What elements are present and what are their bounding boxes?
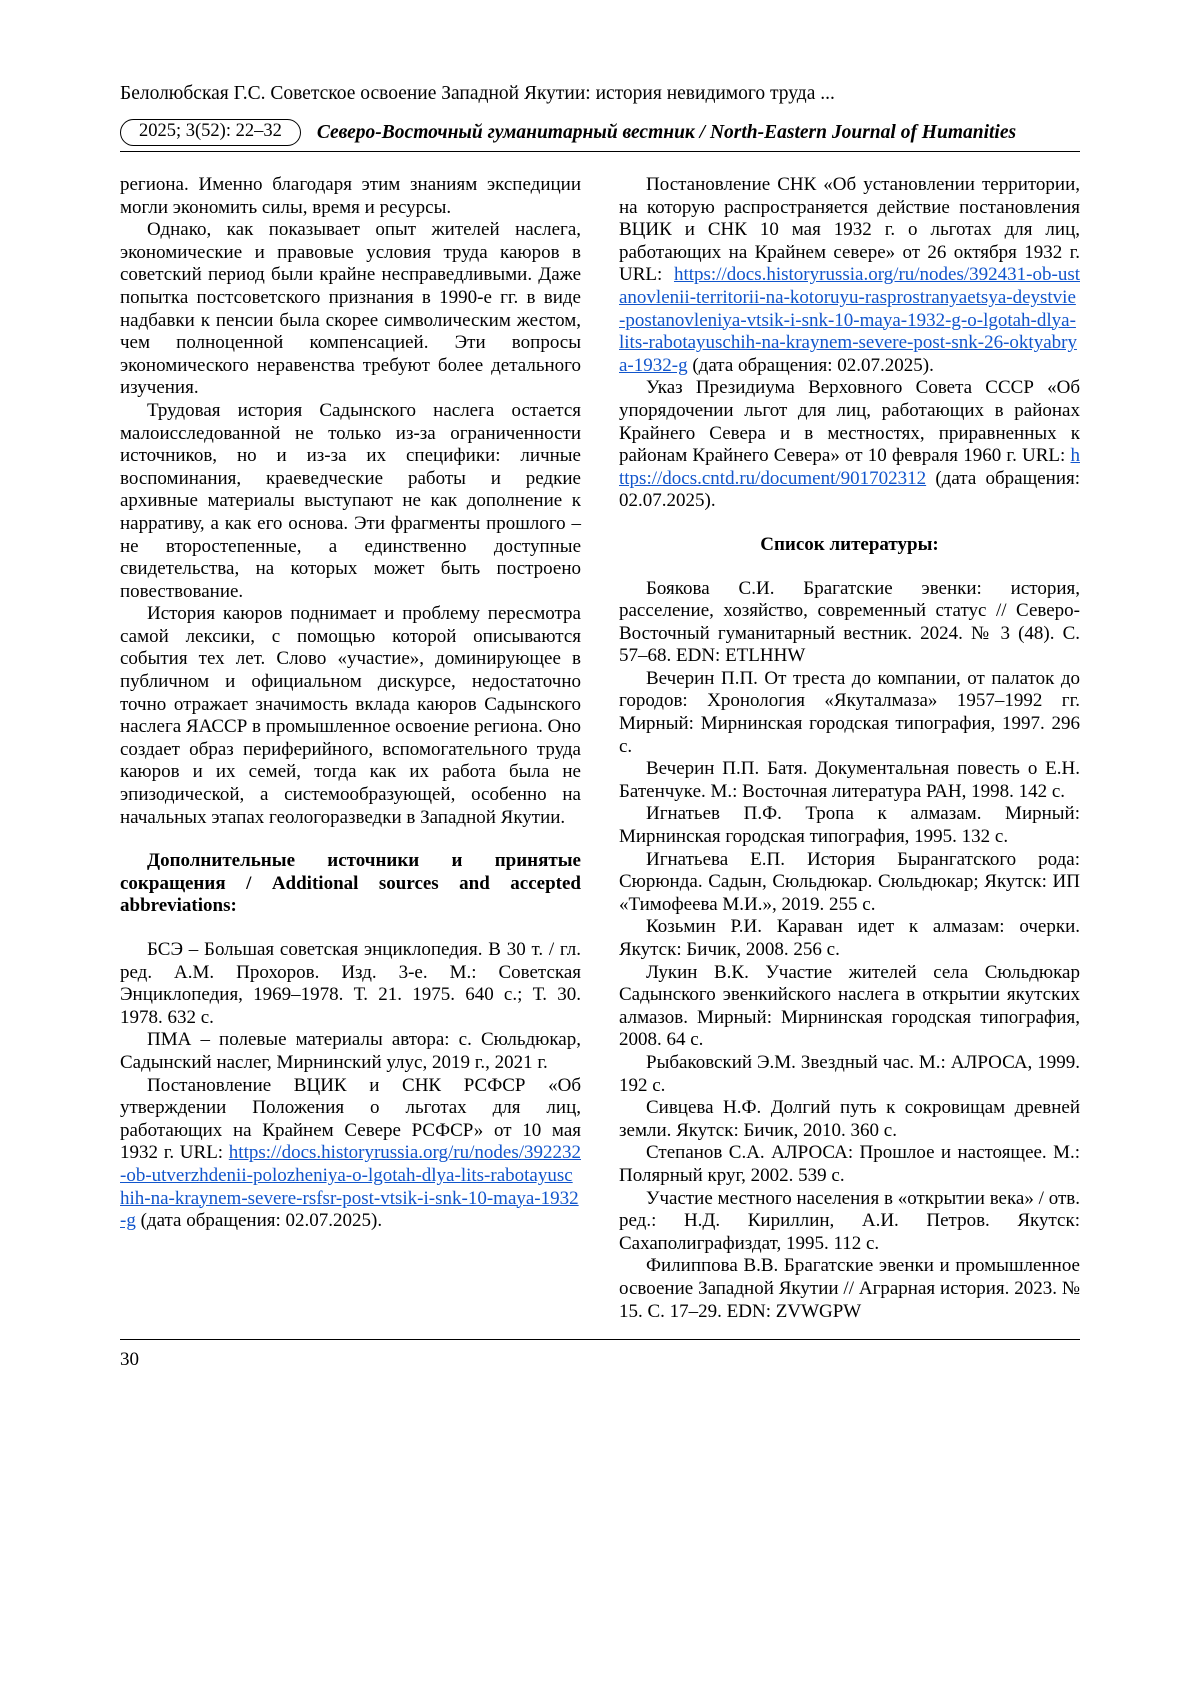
paragraph: [619, 1255, 1080, 1323]
text-run: (дата обращения: 02.07.2025).: [619, 467, 1080, 512]
text-run: История каюров поднимает и проблему пересмотра самой лексики, с помощью которой описываются события тех лет. Слово «участие», доминирующее в публичном и официальном дискурсе, недостаточно точно отражает значимость вклада каюров Садынского наслега ЯАССР в промышленное освоение региона. Оно создает образ периферийного, вспомогательного труда каюров и их семей, тогда как их работа была не эпизодической, а системообразующей, особенно на начальных этапах геологоразведки в Западной Якутии.: [120, 603, 581, 828]
right-column: [619, 174, 1080, 1323]
text-run: Козьмин Р.И. Караван идет к алмазам: очерки. Якутск: Бичик, 2008. 256 с.: [619, 916, 1080, 960]
text-run: Вечерин П.П. От треста до компании, от палаток до городов: Хронология «Якуталмаза» 1957–1992 гг. Мирный: Мирнинская городская типография, 1997. 296 с.: [619, 667, 1080, 757]
section-heading: [120, 850, 581, 918]
paragraph: [619, 803, 1080, 848]
text-run: Участие местного населения в «открытии века» / отв. ред.: Н.Д. Кириллин, А.И. Петров. Якутск: Сахаполиграфиздат, 1995. 112 с.: [619, 1187, 1080, 1254]
paragraph: [120, 1029, 581, 1074]
paragraph: [619, 1188, 1080, 1256]
paragraph: [120, 1075, 581, 1233]
paragraph: [619, 1142, 1080, 1187]
paragraph: [619, 174, 1080, 377]
text-run: Постановление СНК «Об установлении территории, на которую распространяется действие постановления ВЦИК и СНК 10 мая 1932 г. о льготах для лиц, работающих на Крайнем севере» от 26 октября 1932 г. URL:: [619, 174, 1080, 286]
paragraph: [120, 400, 581, 603]
text-run: БСЭ – Большая советская энциклопедия. В 30 т. / гл. ред. А.М. Прохоров. Изд. 3-е. М.: Советская Энциклопедия, 1969–1978. Т. 21. 1975. 640 с.; Т. 30. 1978. 632 с.: [120, 939, 581, 1028]
paragraph: [120, 174, 581, 219]
paragraph: [120, 939, 581, 1029]
page-number: 30: [120, 1349, 139, 1371]
text-run: Трудовая история Садынского наслега остается малоисследованной не только из-за ограниченности источников, но и из-за их специфики: личные воспоминания, краеведческие работы и редкие архивные материалы выступают не как дополнение к нарративу, а как его основа. Эти фрагменты прошлого – не второстепенные, а единственно доступные свидетельства, на которых может быть построено повествование.: [120, 399, 581, 602]
paragraph: [619, 849, 1080, 917]
reference-url-link[interactable]: https://docs.cntd.ru/document/901702312: [619, 445, 1080, 489]
issue-badge: 2025; 3(52): 22–32: [120, 119, 301, 146]
text-run: Список литературы:: [760, 533, 939, 555]
paragraph: [619, 758, 1080, 803]
paragraph: [120, 219, 581, 400]
paragraph: [619, 1052, 1080, 1097]
paragraph: [120, 603, 581, 829]
text-run: Однако, как показывает опыт жителей наслега, экономические и правовые условия труда каюров в советский период были крайне несправедливыми. Даже попытка постсоветского признания в 1990-е гг. в виде надбавки к пенсии была скорее символическим жестом, чем полноценной компенсацией. Эти вопросы экономического неравенства требуют более детального изучения.: [120, 219, 581, 399]
reference-url-link[interactable]: https://docs.historyrussia.org/ru/nodes/392431-ob-ustanovlenii-territorii-na-kotoruyu-rasprostranyaetsya-deystvie-postanovleniya-vtsik-i-snk-10-maya-1932-g-o-lgotah-dlya-lits-rabotayuschih-na-kraynem-severe-post-snk-26-oktyabrya-1932-g: [619, 264, 1080, 376]
text-run: Игнатьев П.Ф. Тропа к алмазам. Мирный: Мирнинская городская типография, 1995. 132 с.: [619, 803, 1080, 848]
page-content: [120, 0, 1080, 1371]
paragraph: [619, 578, 1080, 668]
text-run: ПМА – полевые материалы автора: с. Сюльдюкар, Садынский наслег, Мирнинский улус, 2019 г., 2021 г.: [120, 1029, 581, 1073]
running-head: Белолюбская Г.С. Советское освоение Западной Якутии: история невидимого труда ...: [120, 83, 835, 104]
paragraph: [619, 916, 1080, 961]
paragraph: [619, 668, 1080, 758]
text-run: Игнатьева Е.П. История Бырангатского рода: Сюрюнда. Садын, Сюльдюкар. Сюльдюкар; Якутск: ИП «Тимофеева М.И.», 2019. 255 с.: [619, 848, 1080, 915]
paragraph: [619, 1097, 1080, 1142]
left-column: [120, 174, 581, 1323]
section-heading: [619, 534, 1080, 557]
journal-title: Северо-Восточный гуманитарный вестник / North-Eastern Journal of Humanities: [316, 121, 1017, 143]
text-run: Степанов С.А. АЛРОСА: Прошлое и настоящее. М.: Полярный круг, 2002. 539 с.: [619, 1142, 1080, 1186]
reference-url-link[interactable]: https://docs.historyrussia.org/ru/nodes/392232-ob-utverzhdenii-polozheniya-o-lgotah-dlya-lits-rabotayuschih-na-kraynem-severe-rsfsr-post-vtsik-i-snk-10-maya-1932-g: [120, 1142, 581, 1232]
text-run: Сивцева Н.Ф. Долгий путь к сокровищам древней земли. Якутск: Бичик, 2010. 360 с.: [619, 1097, 1080, 1141]
text-run: Постановление ВЦИК и СНК РСФСР «Об утверждении Положения о льготах для лиц, работающих на Крайнем Севере РСФСР» от 10 мая 1932 г. URL:: [120, 1074, 581, 1164]
text-run: Боякова С.И. Брагатские эвенки: история, расселение, хозяйство, современный статус // Северо-Восточный гуманитарный вестник. 2024. № 3 (48). С. 57–68. EDN: ETLHHW: [619, 577, 1080, 667]
page-footer: [120, 1339, 1080, 1371]
paragraph: [619, 377, 1080, 513]
text-run: (дата обращения: 02.07.2025).: [135, 1210, 383, 1232]
text-run: (дата обращения: 02.07.2025).: [687, 354, 934, 376]
article-body: [120, 174, 1080, 1323]
journal-header: [120, 119, 1080, 152]
text-run: Указ Президиума Верховного Совета СССР «Об упорядочении льгот для лиц, работающих в районах Крайнего Севера и в местностях, приравненных к районам Крайнего Севера» от 10 февраля 1960 г. URL:: [619, 377, 1080, 467]
text-run: Вечерин П.П. Батя. Документальная повесть о Е.Н. Батенчуке. М.: Восточная литература РАН, 1998. 142 с.: [619, 758, 1080, 802]
text-run: Лукин В.К. Участие жителей села Сюльдюкар Садынского эвенкийского наслега в открытии якутских алмазов. Мирный: Мирнинская городская типография, 2008. 64 с.: [619, 961, 1080, 1051]
text-run: Филиппова В.В. Брагатские эвенки и промышленное освоение Западной Якутии // Аграрная история. 2023. № 15. С. 17–29. EDN: ZVWGPW: [619, 1255, 1080, 1322]
paragraph: [619, 962, 1080, 1052]
text-run: Рыбаковский Э.М. Звездный час. М.: АЛРОСА, 1999. 192 с.: [619, 1051, 1080, 1096]
text-run: региона. Именно благодаря этим знаниям экспедиции могли экономить силы, время и ресурсы.: [120, 174, 581, 218]
text-run: Дополнительные источники и принятые сокращения / Additional sources and accepted abbreviations:: [120, 850, 581, 917]
